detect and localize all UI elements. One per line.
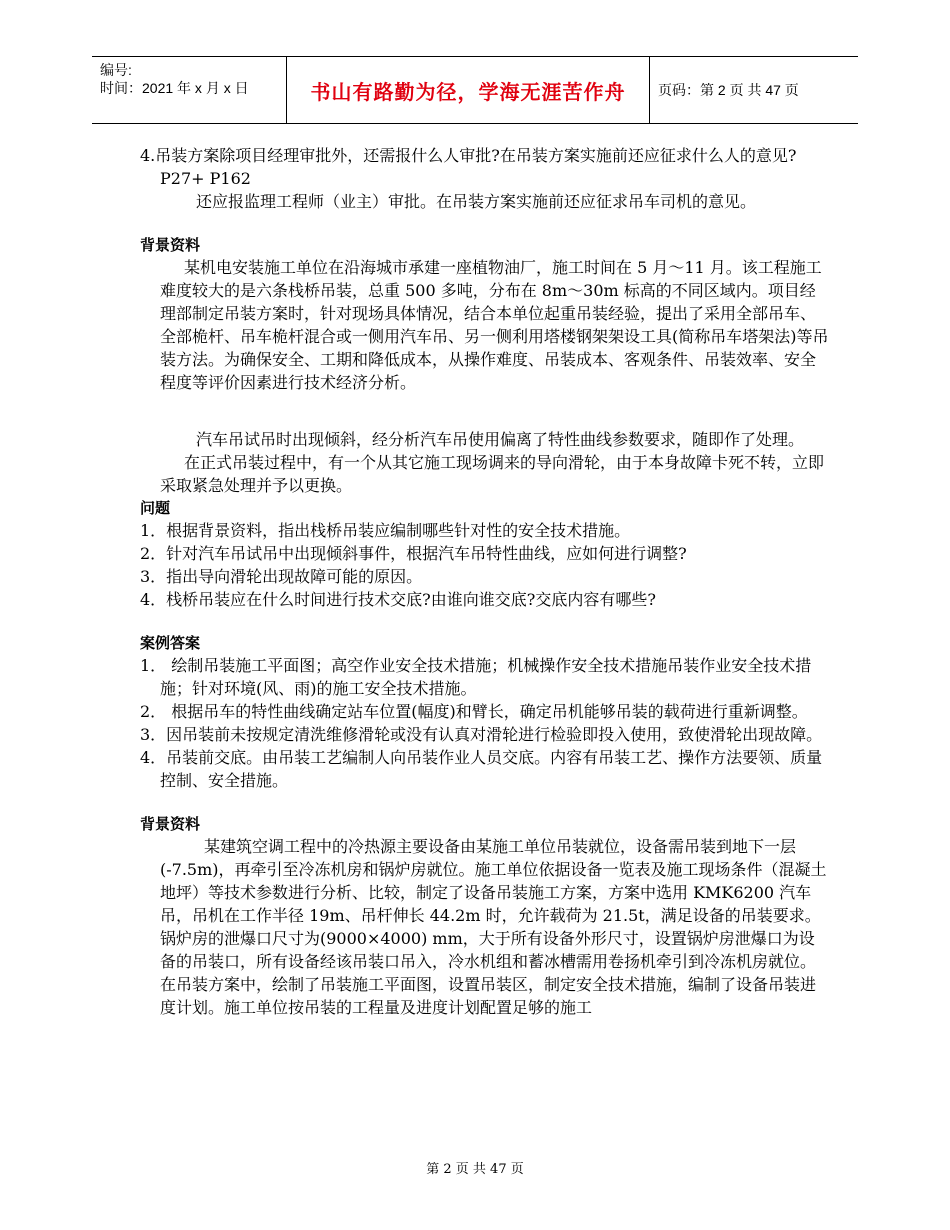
section-heading-background-1: 背景资料: [140, 236, 201, 254]
question-4-text: 4.吊装方案除项目经理审批外，还需报什么人审批?在吊装方案实施前还应征求什么人的意见? P27+ P162: [140, 146, 797, 188]
answer-item: 4．吊装前交底。由吊装工艺编制人向吊装作业人员交底。内容有吊装工艺、操作方法要领、质量控制、安全措施。: [140, 748, 823, 790]
answer-4-text: 还应报监理工程师（业主）审批。在吊装方案实施前还应征求吊车司机的意见。: [196, 192, 757, 211]
question-item: 1．根据背景资料，指出栈桥吊装应编制哪些针对性的安全技术措施。: [140, 521, 631, 540]
page-header: [92, 56, 858, 124]
answer-item: 1． 绘制吊装施工平面图；高空作业安全技术措施；机械操作安全技术措施吊装作业安全技术措施；针对环境(风、雨)的施工安全技术措施。: [140, 656, 812, 698]
question-item: 2．针对汽车吊试吊中出现倾斜事件，根据汽车吊特性曲线，应如何进行调整?: [140, 544, 687, 563]
answer-item: 3．因吊装前未按规定清洗维修滑轮或没有认真对滑轮进行检验即投入使用，致使滑轮出现故障。: [140, 725, 823, 744]
background-1-paragraph-3: 在正式吊装过程中，有一个从其它施工现场调来的导向滑轮，由于本身故障卡死不转，立即采取紧急处理并予以更换。: [160, 453, 825, 495]
section-heading-answers: 案例答案: [140, 634, 201, 652]
question-item: 3．指出导向滑轮出现故障可能的原因。: [140, 567, 423, 586]
header-page-number: 页码：第 2 页 共 47 页: [658, 82, 799, 98]
document-number-label: 编号:: [100, 62, 132, 78]
background-1-paragraph-1: 某机电安装施工单位在沿海城市承建一座植物油厂，施工时间在 5 月～11 月。该工程施工难度较大的是六条栈桥吊装，总重 500 多吨，分布在 8m～30m 标高的不同区域内。项目经理部制定吊装方案时，针对现场具体情况，结合本单位起重吊装经验，提出了采用全部吊车、全部桅杆、吊车桅杆混合或一侧用汽车吊、另一侧利用塔楼钢架架设工具(简称吊车塔架法)等吊装方法。为确保安全、工期和降低成本，从操作难度、吊装成本、客观条件、吊装效率、安全程度等评价因素进行技术经济分析。: [160, 258, 829, 392]
page-footer: 第 2 页 共 47 页: [426, 1162, 524, 1177]
question-item: 4．栈桥吊装应在什么时间进行技术交底?由谁向谁交底?交底内容有哪些?: [140, 590, 656, 609]
header-motto: 书山有路勤为径，学海无涯苦作舟: [286, 57, 650, 123]
section-heading-background-2: 背景资料: [140, 815, 201, 833]
background-2-paragraph-1: 某建筑空调工程中的冷热源主要设备由某施工单位吊装就位，设备需吊装到地下一层(-7.5m)，再牵引至冷冻机房和锅炉房就位。施工单位依据设备一览表及施工现场条件（混凝土地坪）等技术参数进行分析、比较，制定了设备吊装施工方案，方案中选用 KMK6200 汽车吊，吊机在工作半径 19m、吊杆伸长 44.2m 时，允许载荷为 21.5t，满足设备的吊装要求。锅炉房的泄爆口尺寸为(9000×4000) mm，大于所有设备外形尺寸，设置锅炉房泄爆口为设备的吊装口，所有设备经该吊装口吊入，冷水机组和蓄冰槽需用卷扬机牵引到冷冻机房就位。在吊装方案中，绘制了吊装施工平面图，设置吊装区，制定安全技术措施，编制了设备吊装进度计划。施工单位按吊装的工程量及进度计划配置足够的施工: [160, 837, 827, 1017]
document-date: 时间：2021 年 x 月 x 日: [100, 80, 249, 96]
document-body: [140, 144, 830, 1019]
answer-item: 2． 根据吊车的特性曲线确定站车位置(幅度)和臂长，确定吊机能够吊装的载荷进行重新调整。: [140, 702, 808, 721]
header-left-cell: [92, 57, 286, 123]
section-heading-questions: 问题: [140, 499, 171, 517]
background-1-paragraph-2: 汽车吊试吊时出现倾斜，经分析汽车吊使用偏离了特性曲线参数要求，随即作了处理。: [196, 430, 805, 449]
